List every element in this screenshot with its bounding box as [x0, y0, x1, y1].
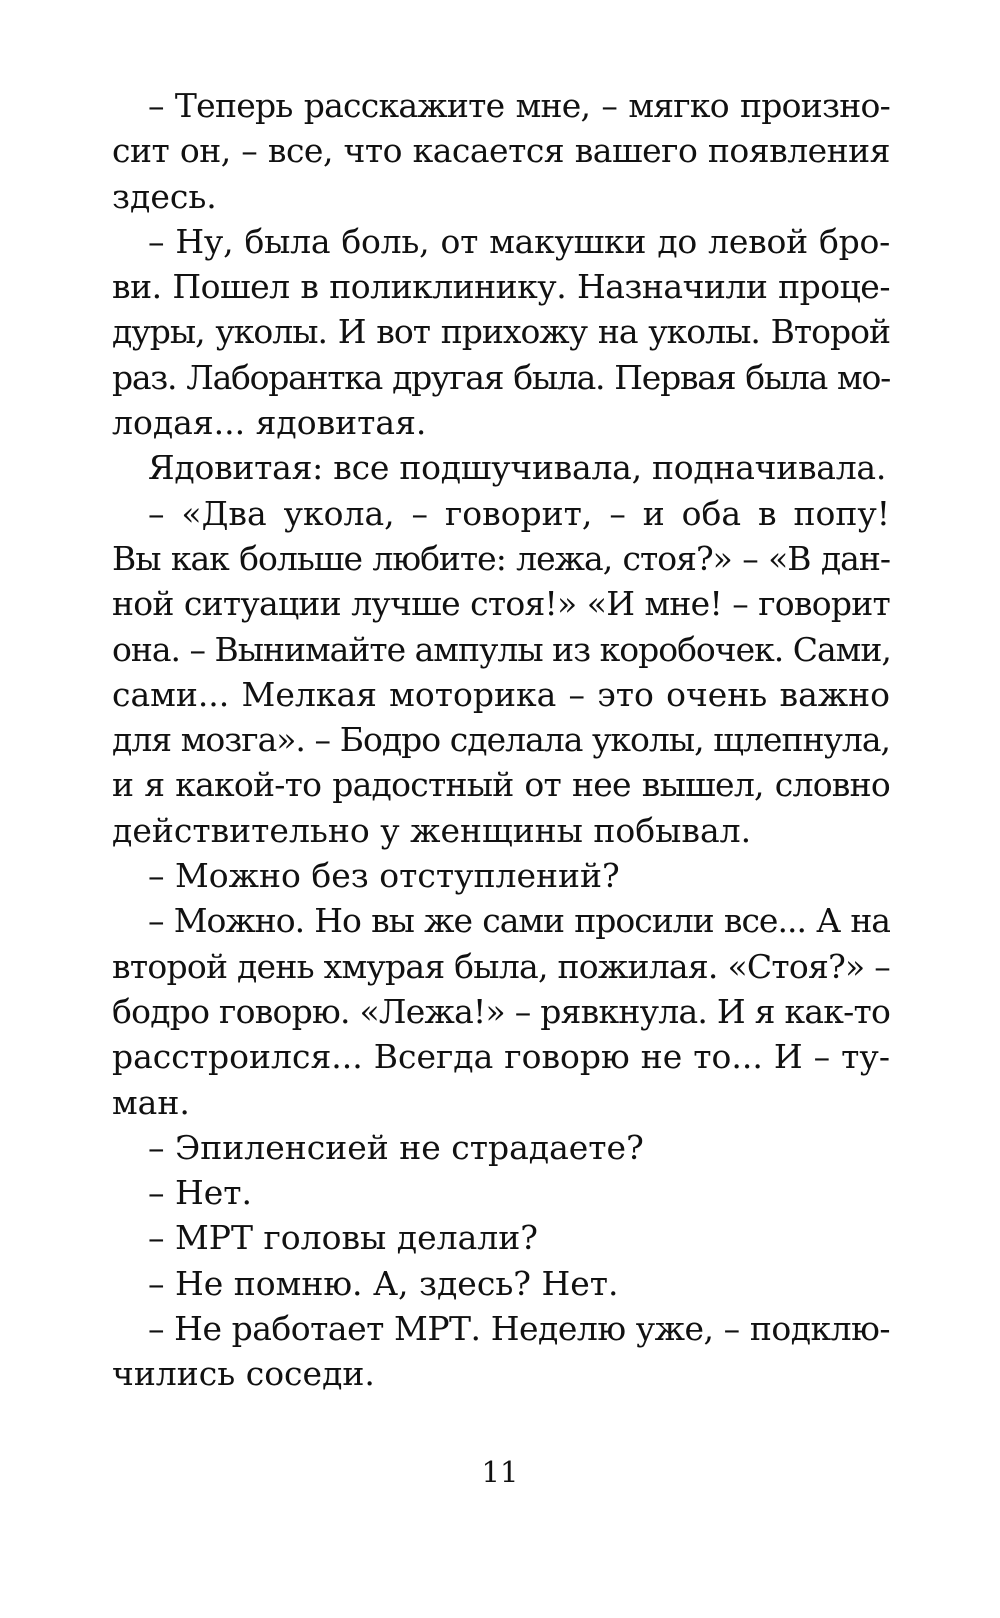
- text-line: бодро говорю. «Лежа!» – рявкнула. И я как-то: [112, 991, 891, 1031]
- text-line: чились соседи.: [112, 1354, 375, 1394]
- text-line: здесь.: [112, 176, 217, 216]
- text-line: – Можно без отступлений?: [148, 856, 620, 896]
- text-line: и я какой-то радостный от нее вышел, словно: [112, 765, 890, 805]
- text-line: сами... Мелкая моторика – это очень важно: [112, 674, 890, 714]
- text-line: расстроился... Всегда говорю не то... И – ту-: [112, 1037, 890, 1077]
- text-line: второй день хмурая была, пожилая. «Стоя?» –: [112, 946, 890, 986]
- text-line: раз. Лаборантка другая была. Первая была мо-: [112, 357, 890, 397]
- body-text: [112, 83, 890, 1397]
- text-line: ной ситуации лучше стоя!» «И мне! – говорит: [112, 584, 890, 624]
- text-line: лодая... ядовитая.: [112, 403, 427, 443]
- text-line: – Не помню. А, здесь? Нет.: [148, 1263, 619, 1303]
- text-line: – Не работает МРТ. Неделю уже, – подклю-: [148, 1309, 890, 1349]
- text-line: дуры, уколы. И вот прихожу на уколы. Второй: [112, 312, 890, 352]
- text-line: – Эпиленсией не страдаете?: [148, 1127, 644, 1167]
- text-line: – Нет.: [148, 1173, 253, 1213]
- text-line: – «Два укола, – говорит, – и оба в попу!: [148, 493, 890, 533]
- text-line: она. – Вынимайте ампулы из коробочек. Сами,: [112, 629, 891, 669]
- text-line: действительно у женщины побывал.: [112, 810, 752, 850]
- text-line: для мозга». – Бодро сделала уколы, щлепнула,: [112, 720, 890, 760]
- text-line: – Можно. Но вы же сами просили все... А на: [148, 901, 890, 941]
- text-line: Ядовитая: все подшучивала, подначивала.: [148, 448, 887, 488]
- text-line: – Теперь расскажите мне, – мягко произно-: [148, 86, 890, 125]
- text-line: сит он, – все, что касается вашего появления: [112, 131, 890, 171]
- page-number: 11: [481, 1455, 519, 1489]
- text-line: ви. Пошел в поликлинику. Назначили проце-: [112, 267, 890, 307]
- text-line: ман.: [112, 1082, 190, 1122]
- text-line: Вы как больше любите: лежа, стоя?» – «В дан-: [112, 538, 890, 578]
- text-line: – МРТ головы делали?: [148, 1218, 538, 1258]
- text-line: – Ну, была боль, от макушки до левой бро-: [148, 221, 890, 261]
